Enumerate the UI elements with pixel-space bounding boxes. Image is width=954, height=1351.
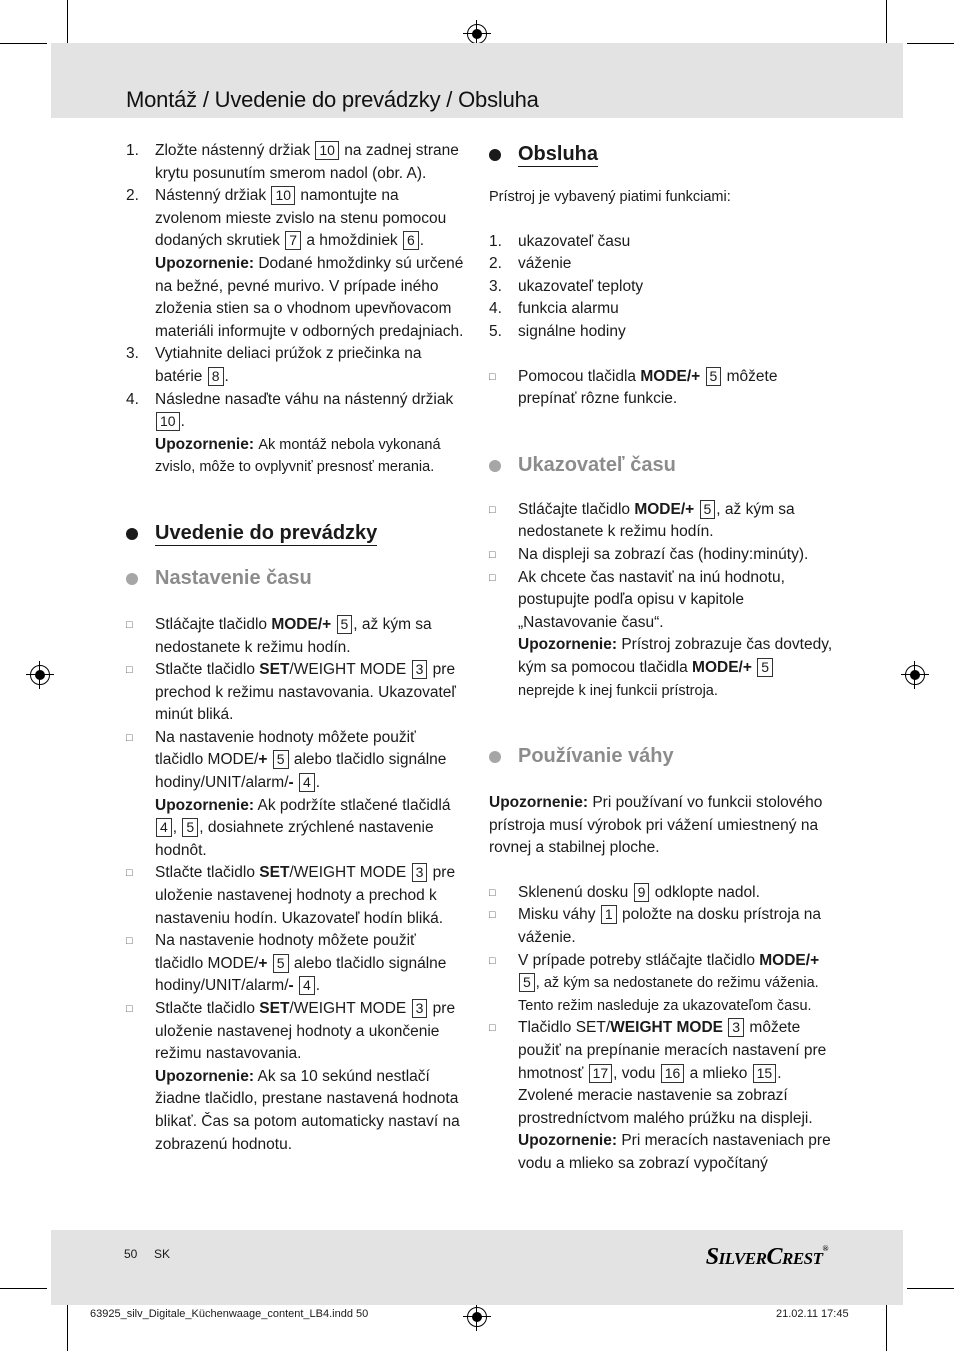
ref-number: 3 (412, 999, 428, 1018)
crop-mark (907, 43, 954, 44)
ref-number: 10 (271, 186, 295, 205)
bullet-icon: □ (489, 548, 496, 561)
silvercrest-logo: SILVERCREST® (705, 1244, 828, 1270)
bullet-item: □ Pomocou tlačidla MODE/+ 5 môžete prepínať rôzne funkcie. (489, 367, 778, 408)
bullet-item: □ Ak chcete čas nastaviť na inú hodnotu, postupujte podľa opisu v kapitole „Nastavovanie času“. Upozornenie: Prístroj zobrazuje čas dovtedy, kým sa pomocou tlačidla MODE/+ 5 neprejde k inej funkcii prístroja. (489, 568, 833, 699)
note-label: Upozornenie: (518, 636, 618, 654)
ref-number: 4 (299, 773, 315, 792)
section-heading-ukazovatel: Ukazovateľ času (489, 451, 834, 479)
section-heading-obsluha: Obsluha (489, 140, 834, 168)
bullet-icon: □ (126, 1003, 133, 1015)
bullet-icon: □ (126, 618, 133, 631)
page-number: 50 (124, 1247, 138, 1261)
bullet-icon: □ (126, 935, 133, 948)
ref-number: 5 (337, 615, 353, 634)
bullet-item: □ Misku váhy 1 položte na dosku prístroja na váženie. (489, 906, 821, 947)
bullet-icon: □ (489, 909, 496, 922)
bullet-item: □ Stlačte tlačidlo SET/WEIGHT MODE 3 pre uloženie nastavenej hodnoty a ukončenie režimu nastavovania. Upozornenie: Ak sa 10 sekúnd nestlačí žiadne tlačidlo, prestane nastavená hodnota blikať. Čas sa potom automaticky nastaví na zobrazenú hodnotu. (126, 1000, 460, 1153)
ref-number: 9 (634, 883, 650, 902)
ref-number: 5 (700, 500, 716, 519)
page-title: Montáž / Uvedenie do prevádzky / Obsluha (126, 87, 539, 112)
note-label: Upozornenie: (155, 254, 255, 272)
footer-band (51, 1230, 903, 1305)
ref-number: 8 (208, 367, 224, 386)
bullet-item: □ Stlačte tlačidlo SET/WEIGHT MODE 3 pre prechod k režimu nastavovania. Ukazovateľ minút bliká. (126, 661, 456, 724)
ref-number: 3 (412, 660, 428, 679)
bullet-item: □ Stlačte tlačidlo SET/WEIGHT MODE 3 pre uloženie nastavenej hodnoty a prechod k nastaveniu hodín. Ukazovateľ hodín bliká. (126, 864, 456, 927)
crop-mark (886, 0, 887, 47)
left-column (126, 140, 466, 1156)
bullet-icon: □ (489, 370, 496, 383)
crop-mark (67, 0, 68, 47)
registration-mark-icon (30, 665, 50, 685)
crop-mark (886, 1304, 887, 1351)
ref-number: 6 (403, 231, 419, 250)
bullet-item: □ Na nastavenie hodnoty môžete použiť tlačidlo MODE/+ 5 alebo tlačidlo signálne hodiny/UNIT/alarm/- 4 . (126, 932, 447, 995)
registration-mark-icon (467, 1307, 487, 1327)
ref-number: 5 (273, 750, 289, 769)
ref-number: 10 (315, 141, 339, 160)
ref-number: 1 (601, 905, 617, 924)
bullet-item: □ Tlačidlo SET/WEIGHT MODE 3 môžete použiť na prepínanie meracích nastavení pre hmotnosť 17 , vodu 16 a mlieko 15 . Zvolené meracie nastavenie sa zobrazí prostredníctvom malého prúžku na displeji. Upozornenie: Pri meracích nastaveniach pre vodu a mlieko sa zobrazí vypočítaný (489, 1019, 831, 1172)
crop-mark (0, 43, 47, 44)
ref-number: 4 (156, 818, 172, 837)
registration-mark-icon (467, 24, 487, 44)
note-label: Upozornenie: (155, 796, 255, 814)
usage-note: Upozornenie: Pri používaní vo funkcii stolového prístroja musí výrobok pri vážení umiestnený na rovnej a stabilnej ploche. (489, 794, 823, 857)
function-list (489, 231, 834, 344)
function-list-item: 1. ukazovateľ času (489, 232, 631, 250)
function-list-item: 3. ukazovateľ teploty (489, 277, 644, 295)
note-label: Upozornenie: (489, 794, 589, 812)
step-2: 2. Nástenný držiak 10 namontujte na zvolenom mieste zvislo na stenu pomocou dodaných skrutiek 7 a hmoždiniek 6 . Upozornenie: Dodané hmoždinky sú určené na bežné, pevné murivo. V prípade iného zloženia stien sa o vhodnom upevňovacom materiáli informujte v odborných predajniach. (126, 187, 464, 340)
bullet-icon: □ (489, 503, 496, 516)
bullet-icon: □ (489, 571, 496, 584)
note-label: Upozornenie: (155, 1067, 255, 1085)
ref-number: 5 (273, 954, 289, 973)
bullet-icon: □ (126, 731, 133, 744)
bullet-icon: □ (126, 867, 133, 880)
section-heading-pouzivanie: Používanie váhy (489, 742, 834, 770)
ref-number: 5 (757, 658, 773, 677)
ref-number: 17 (589, 1064, 613, 1083)
crop-mark (0, 1288, 47, 1289)
step-3: 3. Vytiahnite deliaci prúžok z priečinka na batérie 8 . (126, 345, 422, 385)
registration-mark-icon (905, 665, 925, 685)
bullet-icon: □ (489, 886, 496, 899)
section-heading-nastavenie: Nastavenie času (126, 564, 466, 592)
right-column (489, 140, 834, 1176)
bullet-item: □ Stláčajte tlačidlo MODE/+ 5 , až kým sa nedostanete k režimu hodín. (489, 500, 795, 541)
crop-mark (907, 1288, 954, 1289)
ref-number: 15 (753, 1064, 777, 1083)
ref-number: 5 (519, 973, 535, 992)
bullet-icon: □ (489, 954, 496, 967)
header-band (51, 43, 903, 118)
bullet-icon: □ (126, 664, 133, 677)
ref-number: 4 (299, 976, 315, 995)
ref-number: 3 (728, 1018, 744, 1037)
section-heading-uvedenie: Uvedenie do prevádzky (126, 519, 466, 547)
slug-date: 21.02.11 17:45 (776, 1308, 849, 1320)
note-label: Upozornenie: (518, 1132, 618, 1150)
crop-mark (67, 1304, 68, 1351)
bullet-item: □ Sklenenú dosku 9 odklopte nadol. (489, 882, 834, 905)
bullet-item: □ Stláčajte tlačidlo MODE/+ 5 , až kým sa nedostanete k režimu hodín. (126, 615, 432, 656)
bullet-item: □ Na displeji sa zobrazí čas (hodiny:minúty). (489, 544, 834, 567)
ref-number: 10 (156, 412, 180, 431)
function-list-item: 4. funkcia alarmu (489, 300, 619, 318)
step-1: 1. Zložte nástenný držiak 10 na zadnej strane krytu posunutím smerom nadol (obr. A). (126, 142, 459, 182)
slug-filename: 63925_silv_Digitale_Küchenwaage_content_LB4.indd 50 (90, 1308, 369, 1320)
ref-number: 7 (285, 231, 301, 250)
intro-text: Prístroj je vybavený piatimi funkciami: (489, 189, 731, 205)
step-4: 4. Následne nasaďte váhu na nástenný držiak 10 . Upozornenie: Ak montáž nebola vykonaná zvislo, môže to ovplyvniť presnosť merania. (126, 390, 454, 476)
note-label: Upozornenie: (155, 435, 255, 453)
ref-number: 5 (706, 367, 722, 386)
ref-number: 3 (412, 863, 428, 882)
bullet-icon: □ (489, 1022, 496, 1035)
function-list-item: 5. signálne hodiny (489, 322, 626, 340)
ref-number: 5 (182, 818, 198, 837)
language-code: SK (154, 1247, 171, 1261)
bullet-item: □ V prípade potreby stláčajte tlačidlo MODE/+ 5 , až kým sa nedostanete do režimu váženia. Tento režim nasleduje za ukazovateľom času. (489, 951, 820, 1014)
function-list-item: 2. váženie (489, 255, 572, 273)
bullet-item: □ Na nastavenie hodnoty môžete použiť tlačidlo MODE/+ 5 alebo tlačidlo signálne hodiny/UNIT/alarm/- 4 . Upozornenie: Ak podržíte stlačené tlačidlá 4 , 5 , dosiahnete zrýchlené nastavenie hodnôt. (126, 728, 451, 859)
ref-number: 16 (661, 1064, 685, 1083)
